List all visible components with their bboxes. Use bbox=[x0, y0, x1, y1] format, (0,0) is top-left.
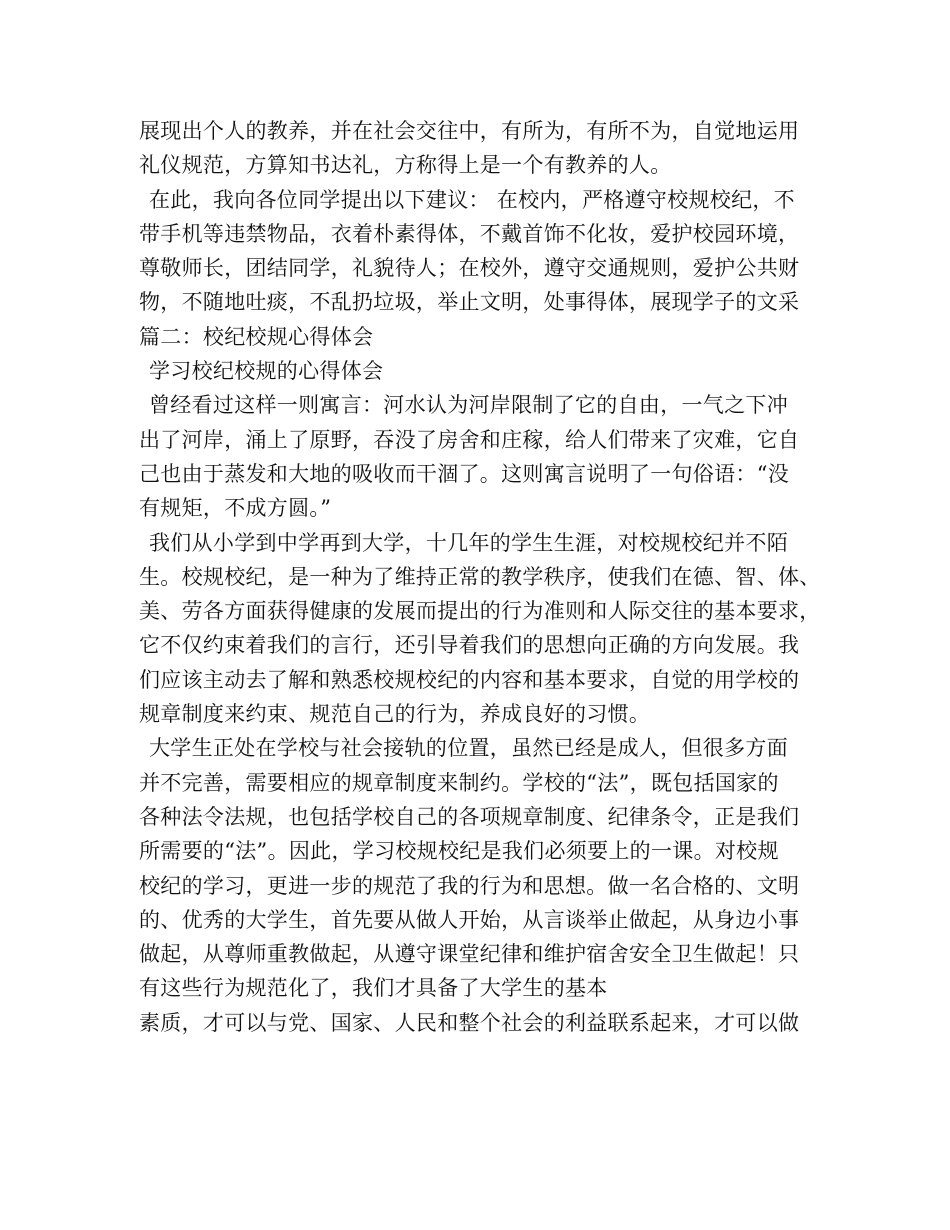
text-line: 生。校规校纪，是一种为了维持正常的教学秩序，使我们在德、智、体、 bbox=[139, 564, 821, 589]
text-line: 校纪的学习，更进一步的规范了我的行为和思想。做一名合格的、文明 bbox=[139, 873, 800, 898]
text-line: 出了河岸，涌上了原野，吞没了房舍和庄稼，给人们带来了灾难，它自 bbox=[139, 427, 800, 452]
text-line: 己也由于蒸发和大地的吸收而干涸了。这则寓言说明了一句俗语：“没 bbox=[139, 461, 790, 486]
text-line: 尊敬师长，团结同学，礼貌待人；在校外，遵守交通规则，爱护公共财 bbox=[139, 256, 800, 281]
article-title: 学习校纪校规的心得体会 bbox=[149, 359, 384, 384]
text-line: 们应该主动去了解和熟悉校规校纪的内容和基本要求，自觉的用学校的 bbox=[139, 667, 800, 692]
text-line: 我们从小学到中学再到大学，十几年的学生生涯，对校规校纪并不陌 bbox=[149, 530, 788, 555]
text-line: 做起，从尊师重教做起，从遵守课堂纪律和维护宿舍安全卫生做起！只 bbox=[139, 942, 800, 967]
text-line: 美、劳各方面获得健康的发展而提出的行为准则和人际交往的基本要求， bbox=[139, 599, 821, 624]
document-body bbox=[139, 114, 829, 1040]
text-line: 物，不随地吐痰，不乱扔垃圾，举止文明，处事得体，展现学子的文采 bbox=[139, 290, 800, 315]
text-line: 的、优秀的大学生，首先要从做人开始，从言谈举止做起，从身边小事 bbox=[139, 907, 800, 932]
text-line: 有规矩，不成方圆。” bbox=[139, 496, 332, 521]
text-line: 有这些行为规范化了，我们才具备了大学生的基本 bbox=[139, 976, 608, 1001]
text-line: 各种法令法规，也包括学校自己的各项规章制度、纪律条令，正是我们 bbox=[139, 804, 800, 829]
text-line: 在此，我向各位同学提出以下建议： 在校内，严格遵守校规校纪，不 bbox=[149, 187, 795, 212]
section-heading: 篇二：校纪校规心得体会 bbox=[139, 324, 374, 349]
text-line: 它不仅约束着我们的言行，还引导着我们的思想向正确的方向发展。我 bbox=[139, 633, 800, 658]
text-line: 带手机等违禁物品，衣着朴素得体，不戴首饰不化妆，爱护校园环境， bbox=[139, 221, 800, 246]
text-line: 素质，才可以与党、国家、人民和整个社会的利益联系起来，才可以做 bbox=[139, 1010, 800, 1035]
text-line: 规章制度来约束、规范自己的行为，养成良好的习惯。 bbox=[139, 702, 651, 727]
text-line: 曾经看过这样一则寓言：河水认为河岸限制了它的自由，一气之下冲 bbox=[149, 393, 788, 418]
text-line: 大学生正处在学校与社会接轨的位置，虽然已经是成人，但很多方面 bbox=[149, 736, 788, 761]
text-line: 并不完善，需要相应的规章制度来制约。学校的“法”，既包括国家的 bbox=[139, 770, 779, 795]
text-line: 所需要的“法”。因此，学习校规校纪是我们必须要上的一课。对校规 bbox=[139, 839, 779, 864]
text-line: 展现出个人的教养，并在社会交往中，有所为，有所不为，自觉地运用 bbox=[139, 119, 800, 143]
text-line: 礼仪规范，方算知书达礼，方称得上是一个有教养的人。 bbox=[139, 153, 672, 178]
